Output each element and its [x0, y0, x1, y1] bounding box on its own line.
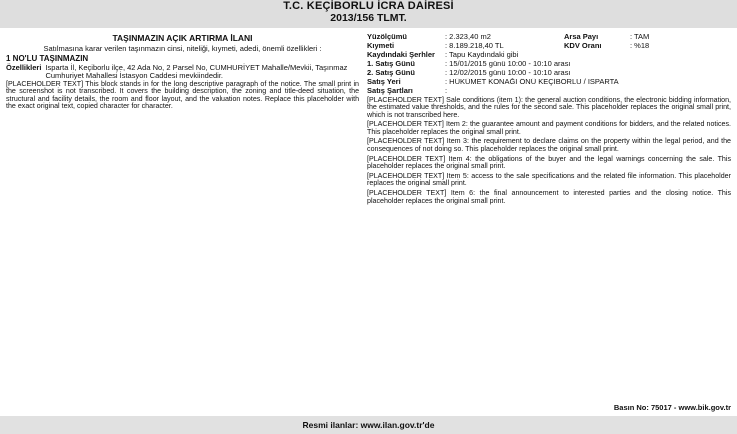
left-column [6, 33, 359, 414]
side-label: Arsa Payı [564, 33, 599, 41]
detail-value: : 2.323,40 m2 [445, 33, 491, 41]
property-features-value: Isparta İl, Keçiborlu ilçe, 42 Ada No, 2 Parsel No, CUMHURİYET Mahalle/Mevkii, Taşınmaz Cumhuriyet Mahallesi İstasyon Caddesi mevkiindedir. [45, 63, 348, 80]
side-value: : TAM [630, 33, 650, 41]
detail-label: Satış Şartları [367, 85, 413, 95]
footer-bar [0, 416, 737, 434]
sale-conditions-paragraph: [PLACEHOLDER TEXT] Item 2: the guarantee amount and payment conditions for bidders, and the related notices. This placeholder replaces the original small print. [367, 120, 731, 136]
right-column [367, 33, 731, 414]
sale-conditions-paragraph: [PLACEHOLDER TEXT] Item 4: the obligations of the buyer and the legal warnings concerning the sale. This placeholder replaces the original small print. [367, 154, 731, 171]
sale-conditions-paragraph: [PLACEHOLDER TEXT] Item 6: the final announcement to interested parties and the closing notice. This placeholder replaces the original small print. [367, 188, 731, 205]
press-number: Basın No: 75017 - www.bik.gov.tr [613, 403, 731, 412]
content [6, 33, 731, 414]
detail-label: 2. Satış Günü [367, 67, 415, 77]
header-bar [0, 0, 737, 28]
property-description: [PLACEHOLDER TEXT] This block stands in for the long descriptive paragraph of the notice. The small print in the screenshot is not transcribed. It covers the building description, the zoning and title-deed situation, the structural and facility details, the room and floor layout, and the valuation notes. Replace this placeholder with the exact original text, copied character for character. [6, 79, 360, 111]
detail-label: Yüzölçümü [367, 33, 408, 41]
detail-label: 1. Satış Günü [367, 58, 415, 68]
property-features-row [6, 64, 359, 80]
notice-title: TAŞINMAZIN AÇIK ARTIRMA İLANI [112, 33, 253, 43]
property-section-title: 1 NO'LU TAŞINMAZIN [6, 54, 89, 63]
detail-label: Satış Yeri [367, 76, 401, 86]
side-label: KDV Oranı [564, 40, 602, 50]
sale-details [367, 33, 731, 95]
detail-label: Kaydındaki Şerhler [367, 49, 435, 59]
header-file-number: 2013/156 TLMT. [330, 11, 407, 24]
sale-conditions-paragraph: [PLACEHOLDER TEXT] Sale conditions (item 1): the general auction conditions, the electronic bidding information, the estimated value thresholds, and the rules for the second sale. This placeholder replaces the original small print, which is not transcribed here. [367, 95, 731, 119]
notice-subtitle: Satılmasına karar verilen taşınmazın cinsi, niteliği, kıymeti, adedi, önemli özellikleri : [43, 44, 322, 53]
detail-value: : HÜKÜMET KONAĞI ÖNÜ KEÇİBORLU / ISPARTA [445, 77, 619, 86]
detail-value: : 8.189.218,40 TL [445, 41, 504, 50]
detail-value: : 12/02/2015 günü 10:00 - 10:10 arası [445, 68, 571, 77]
side-value: : %18 [630, 40, 650, 50]
header-title: T.C. KEÇİBORLU İCRA DAİRESİ [283, 0, 454, 12]
detail-value: : [445, 86, 448, 95]
sale-conditions-paragraph: [PLACEHOLDER TEXT] Item 5: access to the sale specifications and the related file information. This placeholder replaces the original small print. [367, 171, 731, 188]
detail-value: : Tapu Kaydındaki gibi [445, 50, 519, 59]
footer-text: Resmi ilanlar: www.ilan.gov.tr'de [302, 420, 435, 430]
property-features-label: Özellikleri [6, 63, 42, 72]
detail-label: Kıymeti [367, 40, 395, 50]
detail-value: : 15/01/2015 günü 10:00 - 10:10 arası [445, 59, 571, 68]
sale-conditions-paragraph: [PLACEHOLDER TEXT] Item 3: the requirement to declare claims on the property within the legal period, and the consequences of not doing so. This placeholder replaces the original small print. [367, 137, 731, 154]
side-details [564, 33, 724, 50]
